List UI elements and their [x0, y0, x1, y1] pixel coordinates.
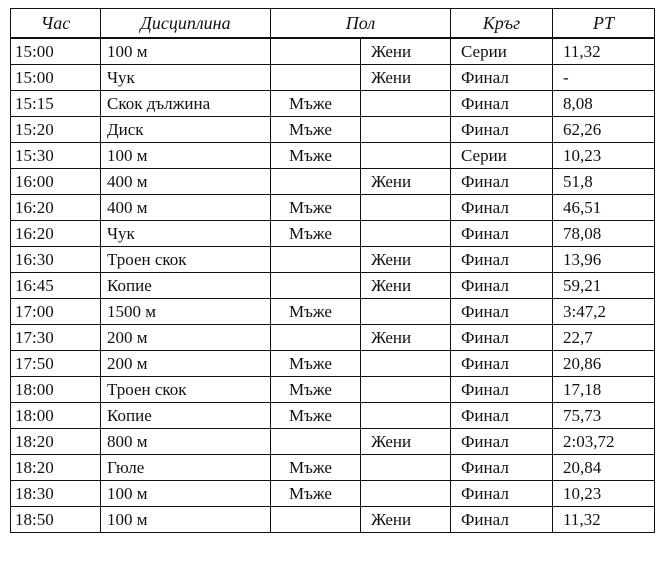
cell-round: Финал: [451, 455, 553, 481]
cell-round: Финал: [451, 481, 553, 507]
cell-gender-male: Мъже: [271, 351, 361, 377]
cell-discipline: 100 м: [101, 507, 271, 533]
cell-gender-female: [361, 143, 451, 169]
cell-gender-male: Мъже: [271, 91, 361, 117]
cell-discipline: 100 м: [101, 38, 271, 65]
cell-round: Финал: [451, 377, 553, 403]
cell-gender-female: [361, 377, 451, 403]
cell-result: 78,08: [553, 221, 655, 247]
cell-time: 15:20: [11, 117, 101, 143]
table-row: [11, 65, 655, 91]
cell-round: Финал: [451, 169, 553, 195]
cell-gender-female: [361, 455, 451, 481]
cell-round: Финал: [451, 65, 553, 91]
cell-time: 16:45: [11, 273, 101, 299]
header-row: [11, 9, 655, 39]
cell-result: -: [553, 65, 655, 91]
cell-gender-male: Мъже: [271, 143, 361, 169]
cell-round: Финал: [451, 299, 553, 325]
cell-gender-female: [361, 481, 451, 507]
cell-discipline: Копие: [101, 273, 271, 299]
header-round: Кръг: [451, 9, 553, 39]
cell-round: Финал: [451, 195, 553, 221]
cell-gender-male: [271, 65, 361, 91]
cell-gender-female: [361, 403, 451, 429]
cell-discipline: Скок дължина: [101, 91, 271, 117]
table-row: [11, 325, 655, 351]
cell-gender-male: [271, 38, 361, 65]
cell-discipline: 1500 м: [101, 299, 271, 325]
cell-result: 62,26: [553, 117, 655, 143]
cell-discipline: 100 м: [101, 143, 271, 169]
cell-round: Финал: [451, 273, 553, 299]
cell-result: 20,84: [553, 455, 655, 481]
table-row: [11, 247, 655, 273]
cell-round: Финал: [451, 325, 553, 351]
cell-time: 17:50: [11, 351, 101, 377]
cell-gender-male: [271, 273, 361, 299]
table-row: [11, 143, 655, 169]
table-row: [11, 117, 655, 143]
table-row: [11, 195, 655, 221]
cell-time: 15:15: [11, 91, 101, 117]
table-row: [11, 273, 655, 299]
table-row: [11, 403, 655, 429]
cell-gender-female: Жени: [361, 38, 451, 65]
header-gender: Пол: [271, 9, 451, 39]
cell-time: 18:20: [11, 455, 101, 481]
cell-time: 17:30: [11, 325, 101, 351]
cell-gender-male: Мъже: [271, 299, 361, 325]
cell-round: Финал: [451, 247, 553, 273]
cell-gender-male: Мъже: [271, 455, 361, 481]
cell-result: 2:03,72: [553, 429, 655, 455]
cell-round: Финал: [451, 221, 553, 247]
cell-result: 17,18: [553, 377, 655, 403]
table-row: [11, 455, 655, 481]
cell-result: 11,32: [553, 38, 655, 65]
table-row: [11, 91, 655, 117]
cell-discipline: 800 м: [101, 429, 271, 455]
table-header: [11, 9, 655, 39]
cell-time: 16:20: [11, 195, 101, 221]
cell-result: 22,7: [553, 325, 655, 351]
cell-gender-female: [361, 117, 451, 143]
cell-gender-female: Жени: [361, 273, 451, 299]
cell-discipline: 200 м: [101, 351, 271, 377]
cell-round: Финал: [451, 91, 553, 117]
cell-gender-female: Жени: [361, 247, 451, 273]
cell-discipline: Диск: [101, 117, 271, 143]
cell-round: Финал: [451, 403, 553, 429]
table-row: [11, 377, 655, 403]
cell-round: Серии: [451, 143, 553, 169]
table-row: [11, 299, 655, 325]
cell-discipline: 400 м: [101, 169, 271, 195]
cell-result: 11,32: [553, 507, 655, 533]
schedule-table: [10, 8, 655, 533]
table-row: [11, 169, 655, 195]
cell-time: 17:00: [11, 299, 101, 325]
cell-result: 59,21: [553, 273, 655, 299]
cell-time: 18:00: [11, 403, 101, 429]
cell-round: Финал: [451, 351, 553, 377]
table-row: [11, 38, 655, 65]
cell-time: 15:00: [11, 65, 101, 91]
cell-gender-male: Мъже: [271, 403, 361, 429]
cell-result: 20,86: [553, 351, 655, 377]
table-body: [11, 38, 655, 533]
cell-discipline: 200 м: [101, 325, 271, 351]
cell-gender-male: Мъже: [271, 481, 361, 507]
cell-gender-male: Мъже: [271, 377, 361, 403]
cell-gender-male: [271, 429, 361, 455]
cell-discipline: Троен скок: [101, 247, 271, 273]
cell-gender-male: Мъже: [271, 221, 361, 247]
cell-time: 15:00: [11, 38, 101, 65]
cell-discipline: Троен скок: [101, 377, 271, 403]
cell-gender-female: [361, 221, 451, 247]
cell-result: 75,73: [553, 403, 655, 429]
cell-time: 15:30: [11, 143, 101, 169]
header-result: РТ: [553, 9, 655, 39]
cell-time: 18:00: [11, 377, 101, 403]
cell-gender-male: [271, 325, 361, 351]
table-row: [11, 481, 655, 507]
cell-discipline: 100 м: [101, 481, 271, 507]
cell-time: 16:20: [11, 221, 101, 247]
cell-gender-female: [361, 351, 451, 377]
cell-gender-female: [361, 195, 451, 221]
cell-round: Серии: [451, 38, 553, 65]
cell-result: 46,51: [553, 195, 655, 221]
cell-time: 18:30: [11, 481, 101, 507]
cell-result: 8,08: [553, 91, 655, 117]
cell-gender-female: Жени: [361, 429, 451, 455]
cell-discipline: 400 м: [101, 195, 271, 221]
cell-result: 51,8: [553, 169, 655, 195]
cell-result: 3:47,2: [553, 299, 655, 325]
header-time: Час: [11, 9, 101, 39]
cell-gender-female: [361, 91, 451, 117]
cell-discipline: Чук: [101, 221, 271, 247]
cell-discipline: Чук: [101, 65, 271, 91]
cell-gender-male: [271, 507, 361, 533]
cell-round: Финал: [451, 429, 553, 455]
cell-gender-male: Мъже: [271, 117, 361, 143]
cell-round: Финал: [451, 117, 553, 143]
cell-time: 18:50: [11, 507, 101, 533]
cell-time: 16:30: [11, 247, 101, 273]
cell-gender-male: Мъже: [271, 195, 361, 221]
cell-result: 10,23: [553, 143, 655, 169]
table-row: [11, 351, 655, 377]
cell-gender-female: Жени: [361, 65, 451, 91]
cell-gender-male: [271, 169, 361, 195]
cell-result: 13,96: [553, 247, 655, 273]
cell-discipline: Гюле: [101, 455, 271, 481]
cell-discipline: Копие: [101, 403, 271, 429]
cell-time: 16:00: [11, 169, 101, 195]
cell-gender-female: Жени: [361, 169, 451, 195]
cell-gender-female: [361, 299, 451, 325]
cell-gender-male: [271, 247, 361, 273]
cell-gender-female: Жени: [361, 507, 451, 533]
table-row: [11, 429, 655, 455]
cell-round: Финал: [451, 507, 553, 533]
cell-result: 10,23: [553, 481, 655, 507]
table-row: [11, 507, 655, 533]
table-row: [11, 221, 655, 247]
header-discipline: Дисциплина: [101, 9, 271, 39]
cell-gender-female: Жени: [361, 325, 451, 351]
cell-time: 18:20: [11, 429, 101, 455]
